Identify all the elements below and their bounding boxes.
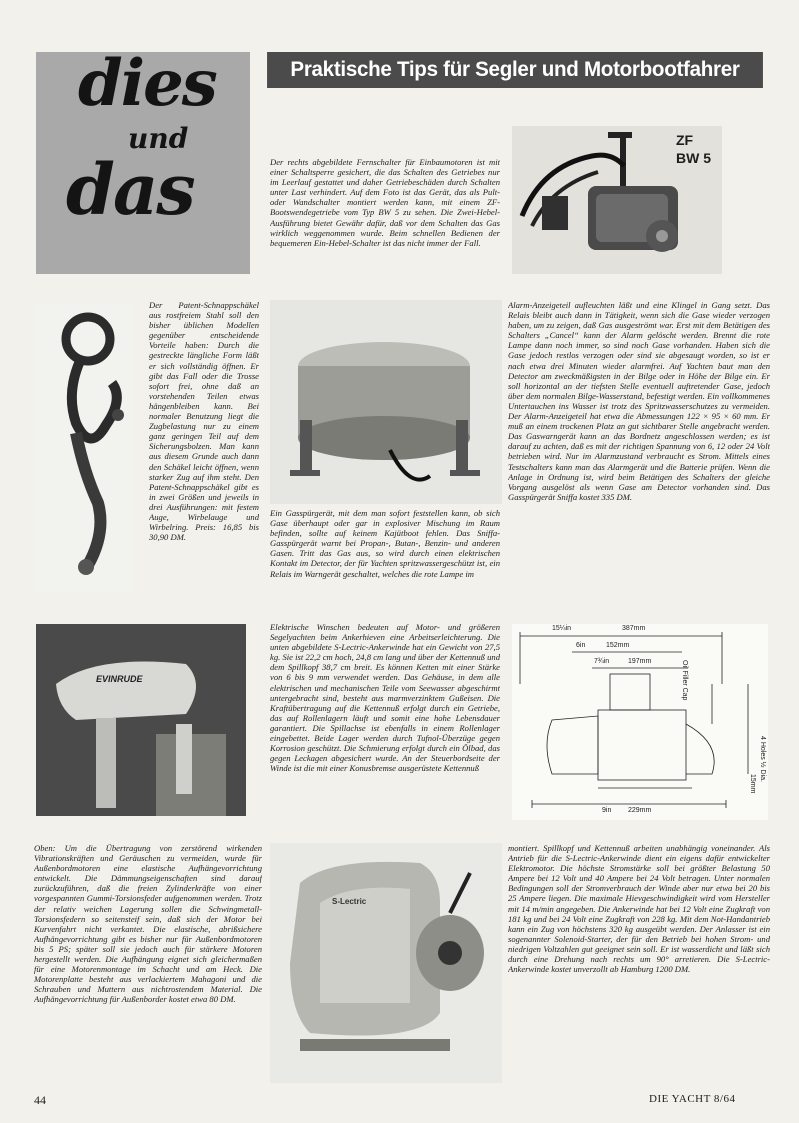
article-aufhaengung: Oben: Um die Übertragung von zerstörend wirkenden Vibrationskräften und Geräuschen zu vermeiden, wurde für Außenbordmotoren eine elastische Aufhängevorrichtung entwickelt. Die Dämmungseigenschaften sind darauf zurückzuführen, daß die freien Zylinderkräfte von einer vorgespannten Gummi-Torsionsfeder aufgenommen werden. Trotz der relativ weichen Lagerung sollen die Schwingmetall-Torsionsfedern so seitensteif sein, daß sich der Motor bei Kurvenfahrt nicht verkantet. Die elastische, abrißsichere Aufhängevorrichtung gibt es bisher nur für Außenbordmotoren bis 5 PS; später soll sie jedoch auch für stärkere Motoren hergestellt werden. Die Aufhängung eignet sich gleichermaßen für eine Motorenmontage im Schacht und am Heck. Die Motorenplatte besteht aus verlackiertem Mahagoni und die Schrauben und Muttern aus nichtrostendem Material. Die Aufhängevorrichtung für Außenborder kostet etwa 80 DM.: [34, 843, 262, 1005]
motor-brand-label: EVINRUDE: [96, 674, 143, 684]
anchor-winch-illustration: [270, 843, 502, 1083]
article-gasspuer-2: Alarm-Anzeigeteil aufleuchten läßt und eine Klingel in Gang setzt. Das Relais bleibt auch dann in Tätigkeit, wenn sich die Gase wieder verzogen haben, um zu zeigen, daß Gas ausgeströmt war. Erst mit dem Betätigen des Schalters „Cancel“ kann der Alarm gelöscht werden. Brennt die rote Lampe dann noch immer, so sind noch Gase vorhanden. Haben sich die Gase jedoch restlos verzogen oder sind sie abgesaugt worden, so ist er nach etwa drei Minuten wieder alarmfrei. Auf Yachten baut man den Detector am zweckmäßigsten in der Bilge oder in Höhe der Bilge ein. Er soll horizontal an der tiefsten Stelle eventuell auftretender Gase, jedoch über dem normalen Bilge-Wasserstand, befestigt werden. Ein vollkommenes Untertauchen ins Wasser ist trotz des Spritzwasserschutzes zu vermeiden. Der Alarm-Anzeigeteil hat etwa die Abmessungen 122 × 95 × 60 mm. Er muß an einem trockenen Platz an gut sichtbarer Stelle angebracht werden. Das Gaswarngerät kann an das Bordnetz angeschlossen werden; es ist darauf zu achten, daß es mit der richtigen Spannung von 6, 12 oder 24 Volt betrieben wird. Nur im Alarmzustand verbraucht es Strom. Mittels eines Testschalters kann man das Alarmgerät und die Batterie prüfen. Wenn die Anlage in Ordnung ist, wird beim Betätigen des Schalters der gleiche Vorgang ausgelöst als wenn Gase am Detector vorhanden sind. Das Gasspürgerät Sniffa kostet 335 DM.: [508, 300, 770, 502]
dim-bottom-right: 229mm: [628, 807, 652, 814]
dim-top-right: 387mm: [622, 625, 646, 632]
photo-ankerwinde: [270, 843, 502, 1083]
dim-mid2-right: 197mm: [628, 658, 652, 665]
article-schnappschaekel: Der Patent-Schnappschäkel aus rostfreiem Stahl soll den bisher üblichen Modellen gegenüber entscheidende Vorteile haben: Durch die gestreckte längliche Form läßt er sich vollständig öffnen. Er gibt das Fall oder die Trosse sofort frei, ohne daß an vorstehenden Teilen etwas hängenbleiben kann. Bei normaler Benutzung liegt die Zugbelastung nur zu einem ganz geringen Teil auf dem Sicherungsbolzen. Man kann aus diesem Grunde auch dann den Schäkel leicht öffnen, wenn starker Zug auf ihm steht. Den Patent-Schnappschäkel gibt es in zwei Größen und jeweils in drei Ausführungen: mit festem Auge, Wirbelauge und Wirbelring. Preis: 16,85 bis 30,90 DM.: [149, 300, 259, 543]
photo-gasspuergeraet: [270, 300, 502, 504]
winch-brand-label: S-Lectric: [332, 897, 367, 906]
photo-schnappschaekel: [36, 303, 133, 593]
dim-bottom-left: 9in: [602, 807, 612, 814]
title-dies: dies: [78, 46, 216, 121]
photo-label-bw5: BW 5: [676, 150, 711, 166]
outboard-motor-illustration: [36, 624, 246, 816]
title-und: und: [128, 122, 189, 155]
photo-label-zf: ZF: [676, 132, 694, 148]
dim-mid1-right: 152mm: [606, 642, 630, 649]
page-number: 44: [34, 1093, 46, 1107]
section-banner: Praktische Tips für Segler und Motorbootfahrer: [267, 52, 763, 88]
article-fernschalter: Der rechts abgebildete Fernschalter für Einbaumotoren ist mit einer Schaltsperre gesichert, die das Schalten des Getriebes nur im Leerlauf gestattet und daher Getriebeschäden durch Schalten unter Last verhindert. Auf dem Foto ist das Gerät, das als Pult- oder Wandschalter montiert werden kann, mit einem ZF-Bootswendegetriebe vom Typ BW 5 zu sehen. Die Zwei-Hebel-Ausführung bietet Gewähr dafür, daß vor dem Schalten das Gas wirklich weggenommen wurde. Beim schnellen Bedienen der bequemeren Ein-Hebel-Schalter ist das nicht immer der Fall.: [270, 157, 500, 248]
holes-label: 4 Holes ½ Dia.: [759, 736, 766, 782]
photo-fernschalter: [512, 126, 722, 274]
winch-dimension-drawing: [512, 624, 768, 820]
holes-mm-label: 15mm: [749, 774, 756, 794]
magazine-issue: DIE YACHT 8/64: [649, 1093, 736, 1105]
title-block: [36, 46, 250, 274]
dim-mid2-left: 7¾in: [594, 658, 610, 665]
photo-aussenborder: [36, 624, 246, 816]
snap-shackle-illustration: [36, 303, 133, 593]
title-das: das: [66, 148, 194, 231]
gas-detector-illustration: [270, 300, 502, 504]
dim-mid1-left: 6in: [576, 642, 586, 649]
technical-drawing: [512, 624, 768, 820]
article-gasspuer-1: Ein Gasspürgerät, mit dem man sofort feststellen kann, ob sich Gase überhaupt oder gar in explosiver Mischung im Raum befinden, sollte auf keinem Kajütboot fehlen. Das Sniffa-Gasspürgerät warnt bei Propan-, Butan-, Benzin- und anderen Gasen. Tritt das Gas aus, so wird durch einen elektrischen Kontakt im Detector, der für Yachten spritzwassergeschützt ist, ein Relais im Warngerät geschaltet, welches die rote Lampe im: [270, 508, 500, 579]
article-winde-2: montiert. Spillkopf und Kettennuß arbeiten unabhängig voneinander. Als Antrieb für die S-Lectric-Ankerwinde dient ein eigens dafür entwickelter Elektromotor. Die höchste Stromstärke soll bei größter Belastung 50 Ampere bei 12 Volt und 40 Ampere bei 24 Volt betragen. Unter normalen Bedingungen soll der Stromverbrauch der Winde aber nur etwa bei 20 bis 25 Ampere liegen. Die maximale Hievgeschwindigkeit wird vom Hersteller mit 14 m/min angegeben. Die Ankerwinde hat bei 12 Volt eine Zugkraft von 181 kg und bei 24 Volt eine Zugkraft von 228 kg. Mit dem Not-Handantrieb kann ein Zug von höchstens 320 kg ausgeübt werden. Der Anlasser ist ein sogenannter Solenoid-Starter, der für den Betrieb bei hohen Strom- und niedrigen Voltzahlen gut geeignet sein soll. Er ist wasserdicht und läßt sich durch eine Drehung nach rechts um 90° arretieren. Die S-Lectric-Ankerwinde kostet unverzollt ab Hamburg 1200 DM.: [508, 843, 770, 975]
remote-switch-illustration: [512, 126, 722, 274]
dim-top-left: 15¼in: [552, 625, 572, 632]
oil-filler-label: Oil Filler Cap: [681, 660, 688, 701]
article-winde-1: Elektrische Winschen bedeuten auf Motor- und größeren Segelyachten beim Ankerhieven eine Arbeitserleichterung. Die unten abgebildete S-Lectric-Ankerwinde hat ein Gewicht von 27,5 kg. Sie ist 22,2 cm hoch, 24,8 cm lang und über der Kettennuß und dem Spillkopf 38,7 cm breit. Es können Ketten mit einer Stärke von 6 bis 9 mm verwendet werden. Das Gehäuse, in dem alle elektrischen und mechanischen Teile vom Seewasser abgeschirmt untergebracht sind, besteht aus marmverzinktem Gußeisen. Die Kraftübertragung auf die Kettennuß erfolgt durch ein Getriebe, das auf Rollenlagern läuft und somit eine hohe Lebensdauer garantiert. Die Spillachse ist ebenfalls in einem Rollenlager eingebettet. Beide Lager werden durch Tufnol-Überzüge gegen Korrosion geschützt. Die Schmierung erfolgt durch ein Ölbad, das gegen Leckagen abgesichert wurde. An der Steuerbordseite der Winde ist die mit einer Konusbremse ausgerüstete Kettennuß: [270, 622, 500, 774]
